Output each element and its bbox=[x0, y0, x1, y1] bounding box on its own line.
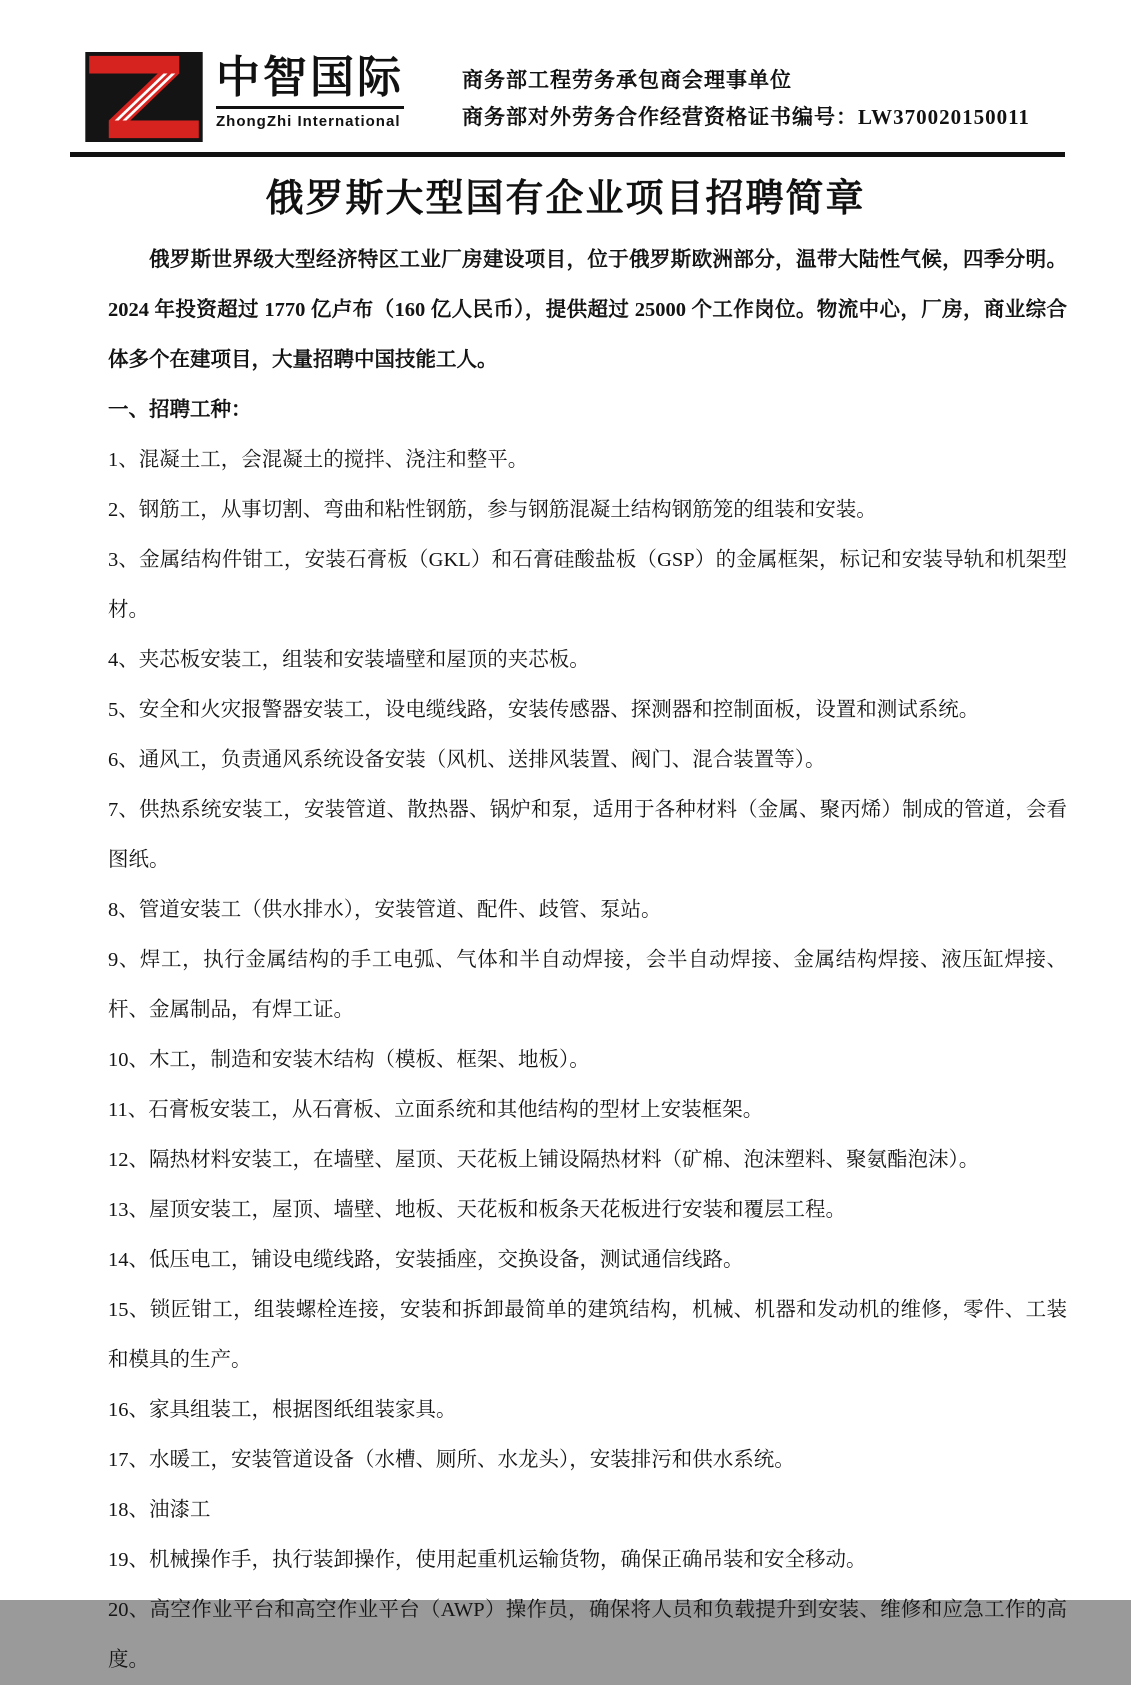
cert-line-license-number: 商务部对外劳务合作经营资格证书编号：LW370020150011 bbox=[462, 105, 1030, 129]
logo-cn-name: 中智国际 bbox=[216, 53, 404, 102]
certification-lines bbox=[462, 52, 1030, 136]
job-item-16: 16、家具组装工，根据图纸组装家具。 bbox=[108, 1399, 457, 1421]
job-item-17: 17、水暖工，安装管道设备（水槽、厕所、水龙头），安装排污和供水系统。 bbox=[108, 1449, 795, 1471]
header-divider bbox=[70, 152, 1065, 157]
job-item-11: 11、石膏板安装工，从石膏板、立面系统和其他结构的型材上安装框架。 bbox=[108, 1099, 764, 1121]
job-item-10: 10、木工，制造和安装木结构（模板、框架、地板）。 bbox=[108, 1049, 590, 1071]
section-heading-job-types: 一、招聘工种： bbox=[108, 398, 252, 421]
document-body bbox=[0, 223, 1131, 1685]
job-item-20: 20、高空作业平台和高空作业平台（AWP）操作员，确保将人员和负载提升到安装、维修和应急工作的高度。 bbox=[108, 1599, 1067, 1671]
document-title: 俄罗斯大型国有企业项目招聘简章 bbox=[265, 178, 866, 220]
job-item-1: 1、混凝土工，会混凝土的搅拌、浇注和整平。 bbox=[108, 449, 529, 471]
logo-z-mark-icon bbox=[85, 52, 203, 142]
job-item-19: 19、机械操作手，执行装卸操作，使用起重机运输货物，确保正确吊装和安全移动。 bbox=[108, 1549, 867, 1571]
job-item-15: 15、锁匠钳工，组装螺栓连接，安装和拆卸最简单的建筑结构，机械、机器和发动机的维修，零件、工装和模具的生产。 bbox=[108, 1299, 1067, 1371]
job-item-2: 2、钢筋工，从事切割、弯曲和粘性钢筋，参与钢筋混凝土结构钢筋笼的组装和安装。 bbox=[108, 499, 877, 521]
job-item-8: 8、管道安装工（供水排水），安装管道、配件、歧管、泵站。 bbox=[108, 899, 662, 921]
intro-paragraph: 俄罗斯世界级大型经济特区工业厂房建设项目，位于俄罗斯欧洲部分，温带大陆性气候，四季分明。2024 年投资超过 1770 亿卢布（160 亿人民币），提供超过 25000 个工作岗位。物流中心，厂房，商业综合体多个在建项目，大量招聘中国技能工人。 bbox=[108, 249, 1067, 371]
job-item-3: 3、金属结构件钳工，安装石膏板（GKL）和石膏硅酸盐板（GSP）的金属框架，标记和安装导轨和机架型材。 bbox=[108, 549, 1067, 621]
letterhead bbox=[0, 0, 1131, 142]
job-item-12: 12、隔热材料安装工，在墙壁、屋顶、天花板上铺设隔热材料（矿棉、泡沫塑料、聚氨酯泡沫）。 bbox=[108, 1149, 980, 1171]
company-logo bbox=[85, 52, 404, 142]
job-item-13: 13、屋顶安装工，屋顶、墙壁、地板、天花板和板条天花板进行安装和覆层工程。 bbox=[108, 1199, 846, 1221]
cert-line-membership: 商务部工程劳务承包商会理事单位 bbox=[462, 68, 792, 92]
job-item-5: 5、安全和火灾报警器安装工，设电缆线路，安装传感器、探测器和控制面板，设置和测试系统。 bbox=[108, 699, 980, 721]
job-item-4: 4、夹芯板安装工，组装和安装墙壁和屋顶的夹芯板。 bbox=[108, 649, 590, 671]
job-item-7: 7、供热系统安装工，安装管道、散热器、锅炉和泵，适用于各种材料（金属、聚丙烯）制成的管道，会看图纸。 bbox=[108, 799, 1067, 871]
logo-en-name: ZhongZhi International bbox=[216, 106, 404, 130]
job-item-14: 14、低压电工，铺设电缆线路，安装插座，交换设备，测试通信线路。 bbox=[108, 1249, 744, 1271]
job-item-18: 18、油漆工 bbox=[108, 1499, 211, 1521]
logo-text-block bbox=[216, 52, 404, 130]
job-item-6: 6、通风工，负责通风系统设备安装（风机、送排风装置、阀门、混合装置等）。 bbox=[108, 749, 826, 771]
job-item-9: 9、焊工，执行金属结构的手工电弧、气体和半自动焊接，会半自动焊接、金属结构焊接、液压缸焊接、杆、金属制品，有焊工证。 bbox=[108, 949, 1067, 1021]
